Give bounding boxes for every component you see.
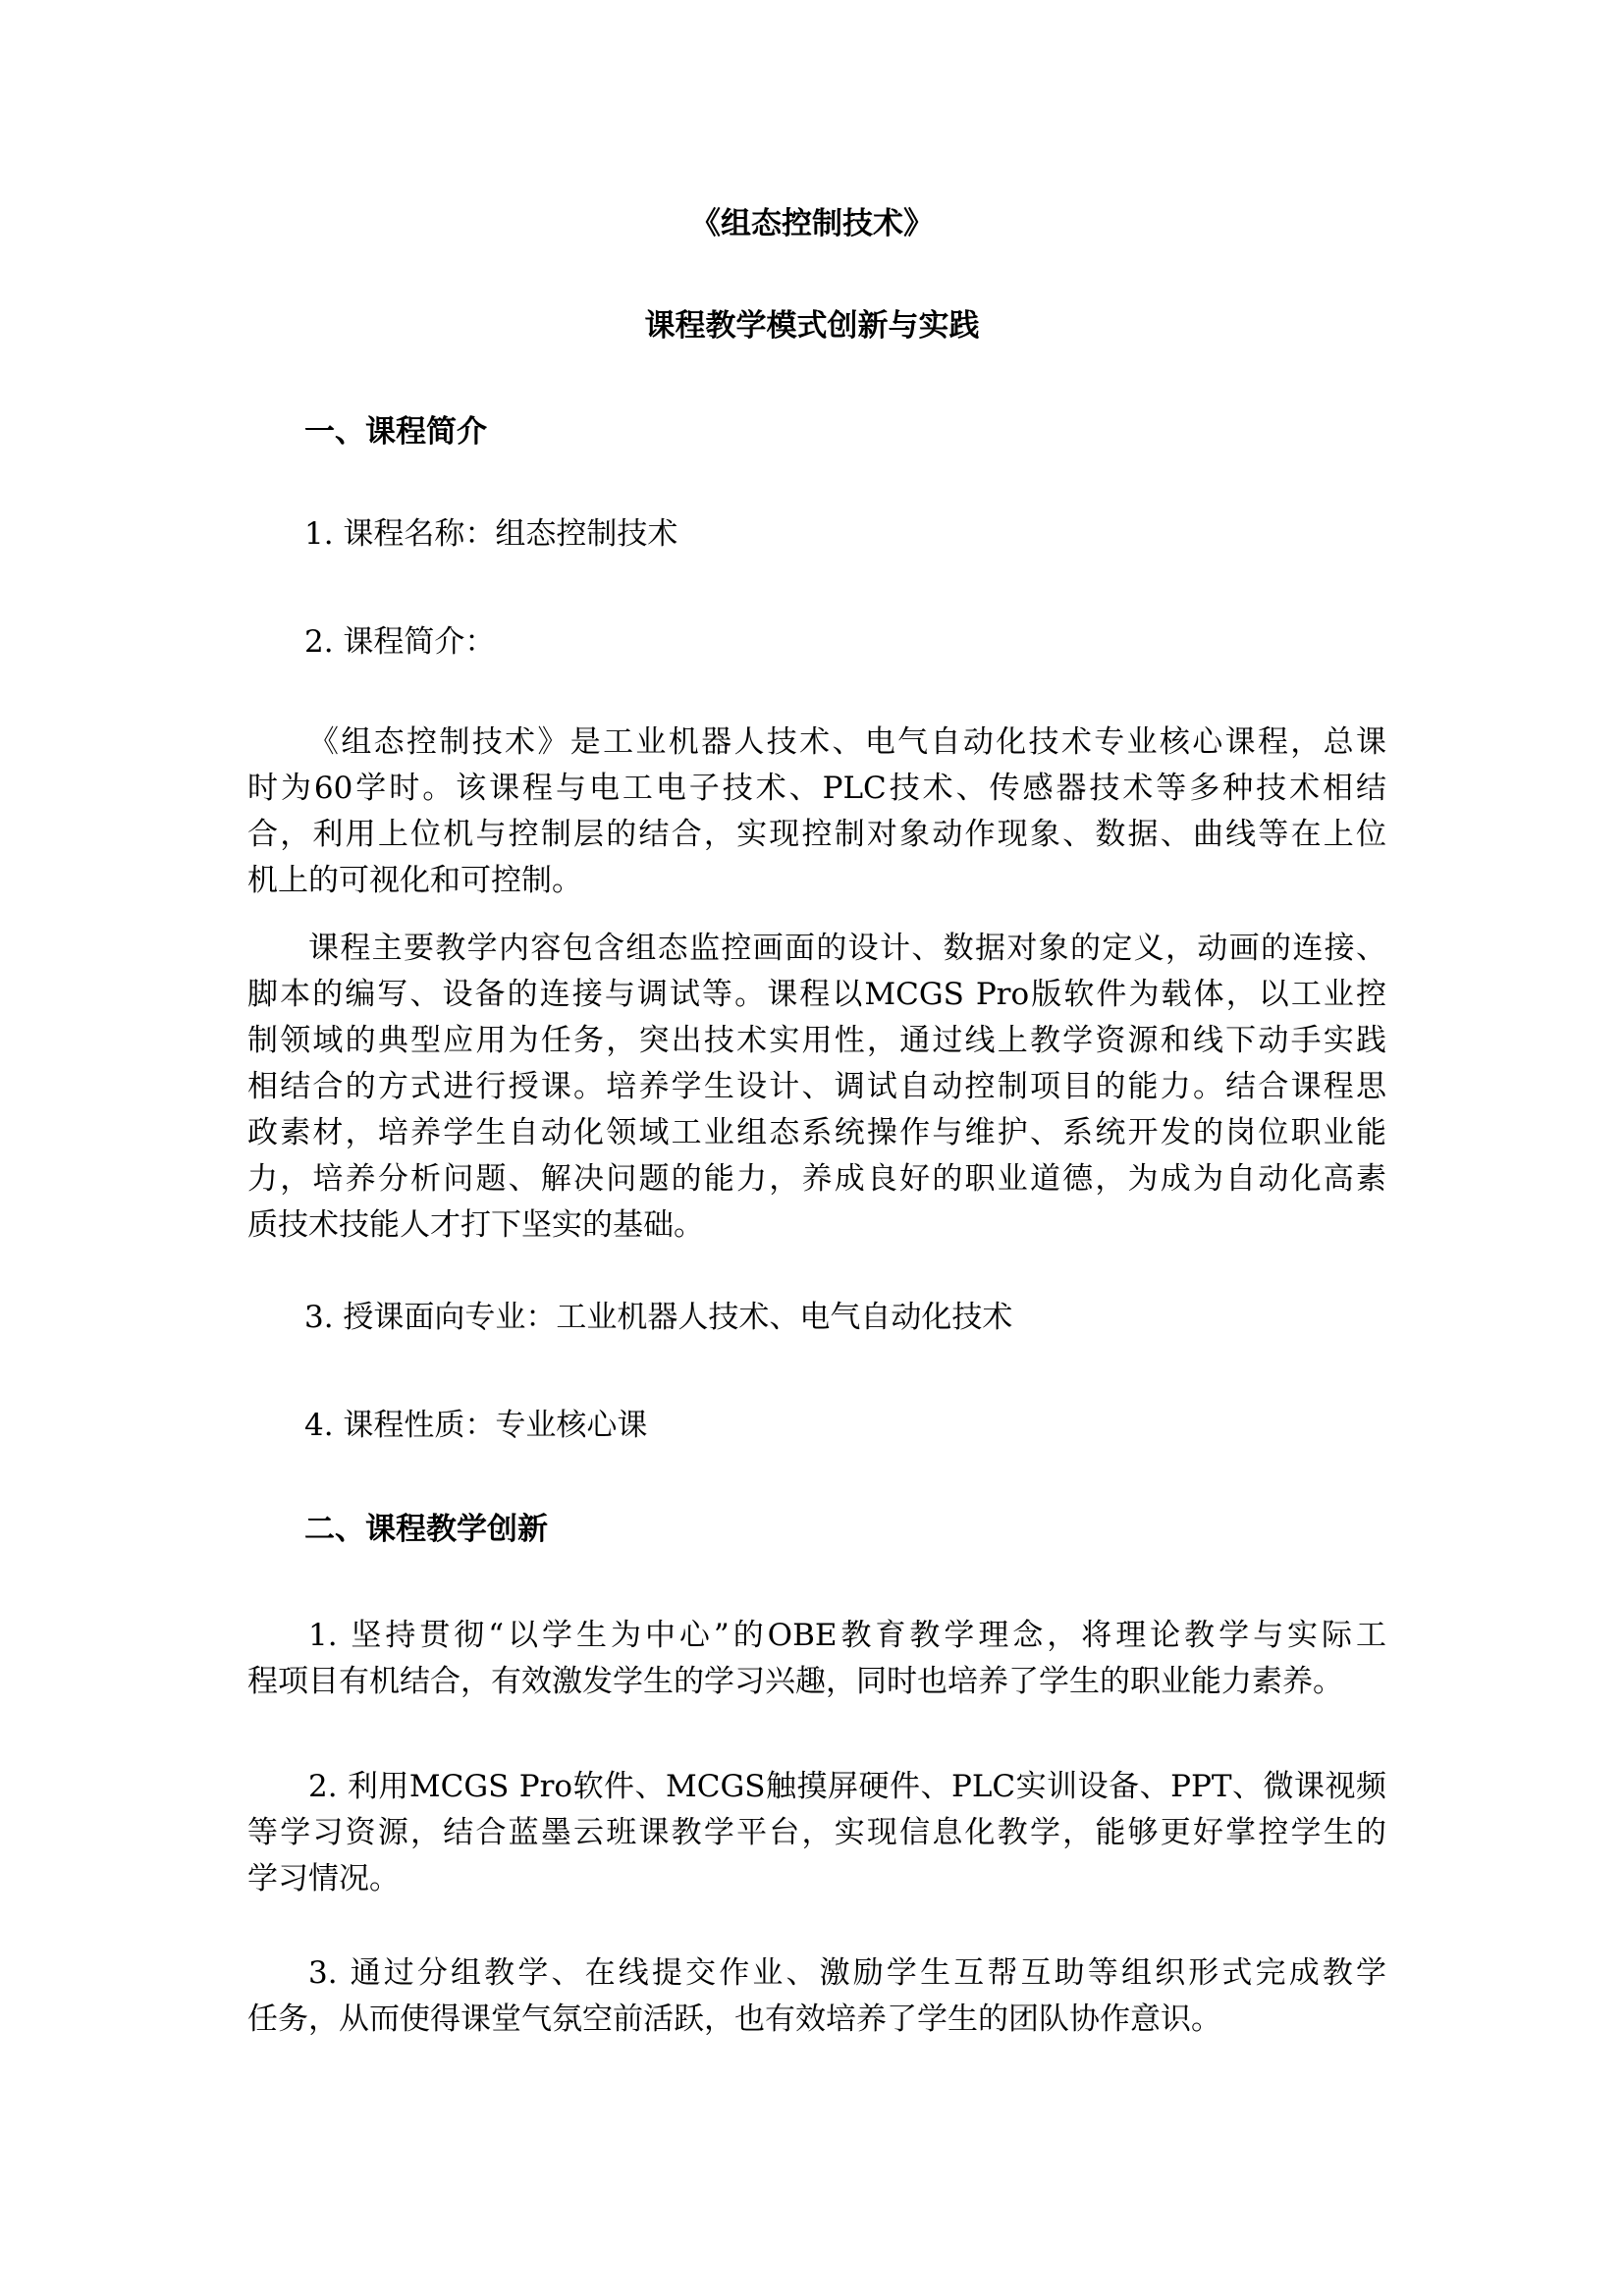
paragraph-line: 时为60学时。该课程与电工电子技术、PLC技术、传感器技术等多种技术相结 [247, 771, 1386, 806]
document-subtitle: 课程教学模式创新与实践 [644, 308, 980, 344]
paragraph-line: 质技术技能人才打下坚实的基础。 [247, 1207, 704, 1243]
paragraph-line: 政素材，培养学生自动化领域工业组态系统操作与维护、系统开发的岗位职业能 [247, 1115, 1386, 1150]
innovation-point-1 [247, 1613, 1386, 1705]
paragraph-line: 学习情况。 [247, 1861, 400, 1896]
item-course-nature: 4. 课程性质：专业核心课 [304, 1408, 648, 1443]
paragraph-line: 脚本的编写、设备的连接与调试等。课程以MCGS Pro版软件为载体，以工业控 [247, 977, 1386, 1012]
document-title: 《组态控制技术》 [690, 206, 934, 241]
paragraph-line: 1. 坚持贯彻“以学生为中心”的OBE教育教学理念，将理论教学与实际工 [308, 1618, 1386, 1653]
section-heading-intro: 一、课程简介 [304, 414, 487, 450]
paragraph-line: 程项目有机结合，有效激发学生的学习兴趣，同时也培养了学生的职业能力素养。 [247, 1664, 1343, 1699]
paragraph-line: 相结合的方式进行授课。培养学生设计、调试自动控制项目的能力。结合课程思 [247, 1069, 1386, 1104]
paragraph-line: 制领域的典型应用为任务，突出技术实用性，通过线上教学资源和线下动手实践 [247, 1023, 1386, 1058]
paragraph-line: 《组态控制技术》是工业机器人技术、电气自动化技术专业核心课程，总课 [308, 724, 1386, 760]
item-course-name: 1. 课程名称：组态控制技术 [304, 516, 678, 552]
paragraph-line: 机上的可视化和可控制。 [247, 863, 582, 898]
paragraph-line: 任务，从而使得课堂气氛空前活跃，也有效培养了学生的团队协作意识。 [247, 2002, 1221, 2037]
paragraph-course-overview [247, 720, 1386, 904]
paragraph-line: 课程主要教学内容包含组态监控画面的设计、数据对象的定义，动画的连接、 [308, 931, 1386, 966]
paragraph-line: 等学习资源，结合蓝墨云班课教学平台，实现信息化教学，能够更好掌控学生的 [247, 1815, 1386, 1850]
paragraph-line: 3. 通过分组教学、在线提交作业、激励学生互帮互助等组织形式完成教学 [308, 1955, 1386, 1991]
innovation-point-2 [247, 1764, 1386, 1902]
paragraph-course-content [247, 926, 1386, 1249]
paragraph-line: 2. 利用MCGS Pro软件、MCGS触摸屏硬件、PLC实训设备、PPT、微课视频 [308, 1769, 1386, 1804]
innovation-point-3 [247, 1950, 1386, 2043]
item-course-intro-label: 2. 课程简介： [304, 624, 496, 660]
paragraph-line: 合，利用上位机与控制层的结合，实现控制对象动作现象、数据、曲线等在上位 [247, 817, 1386, 852]
paragraph-line: 力，培养分析问题、解决问题的能力，养成良好的职业道德，为成为自动化高素 [247, 1161, 1386, 1197]
item-target-majors: 3. 授课面向专业：工业机器人技术、电气自动化技术 [304, 1300, 1013, 1335]
section-heading-innovation: 二、课程教学创新 [304, 1512, 548, 1547]
